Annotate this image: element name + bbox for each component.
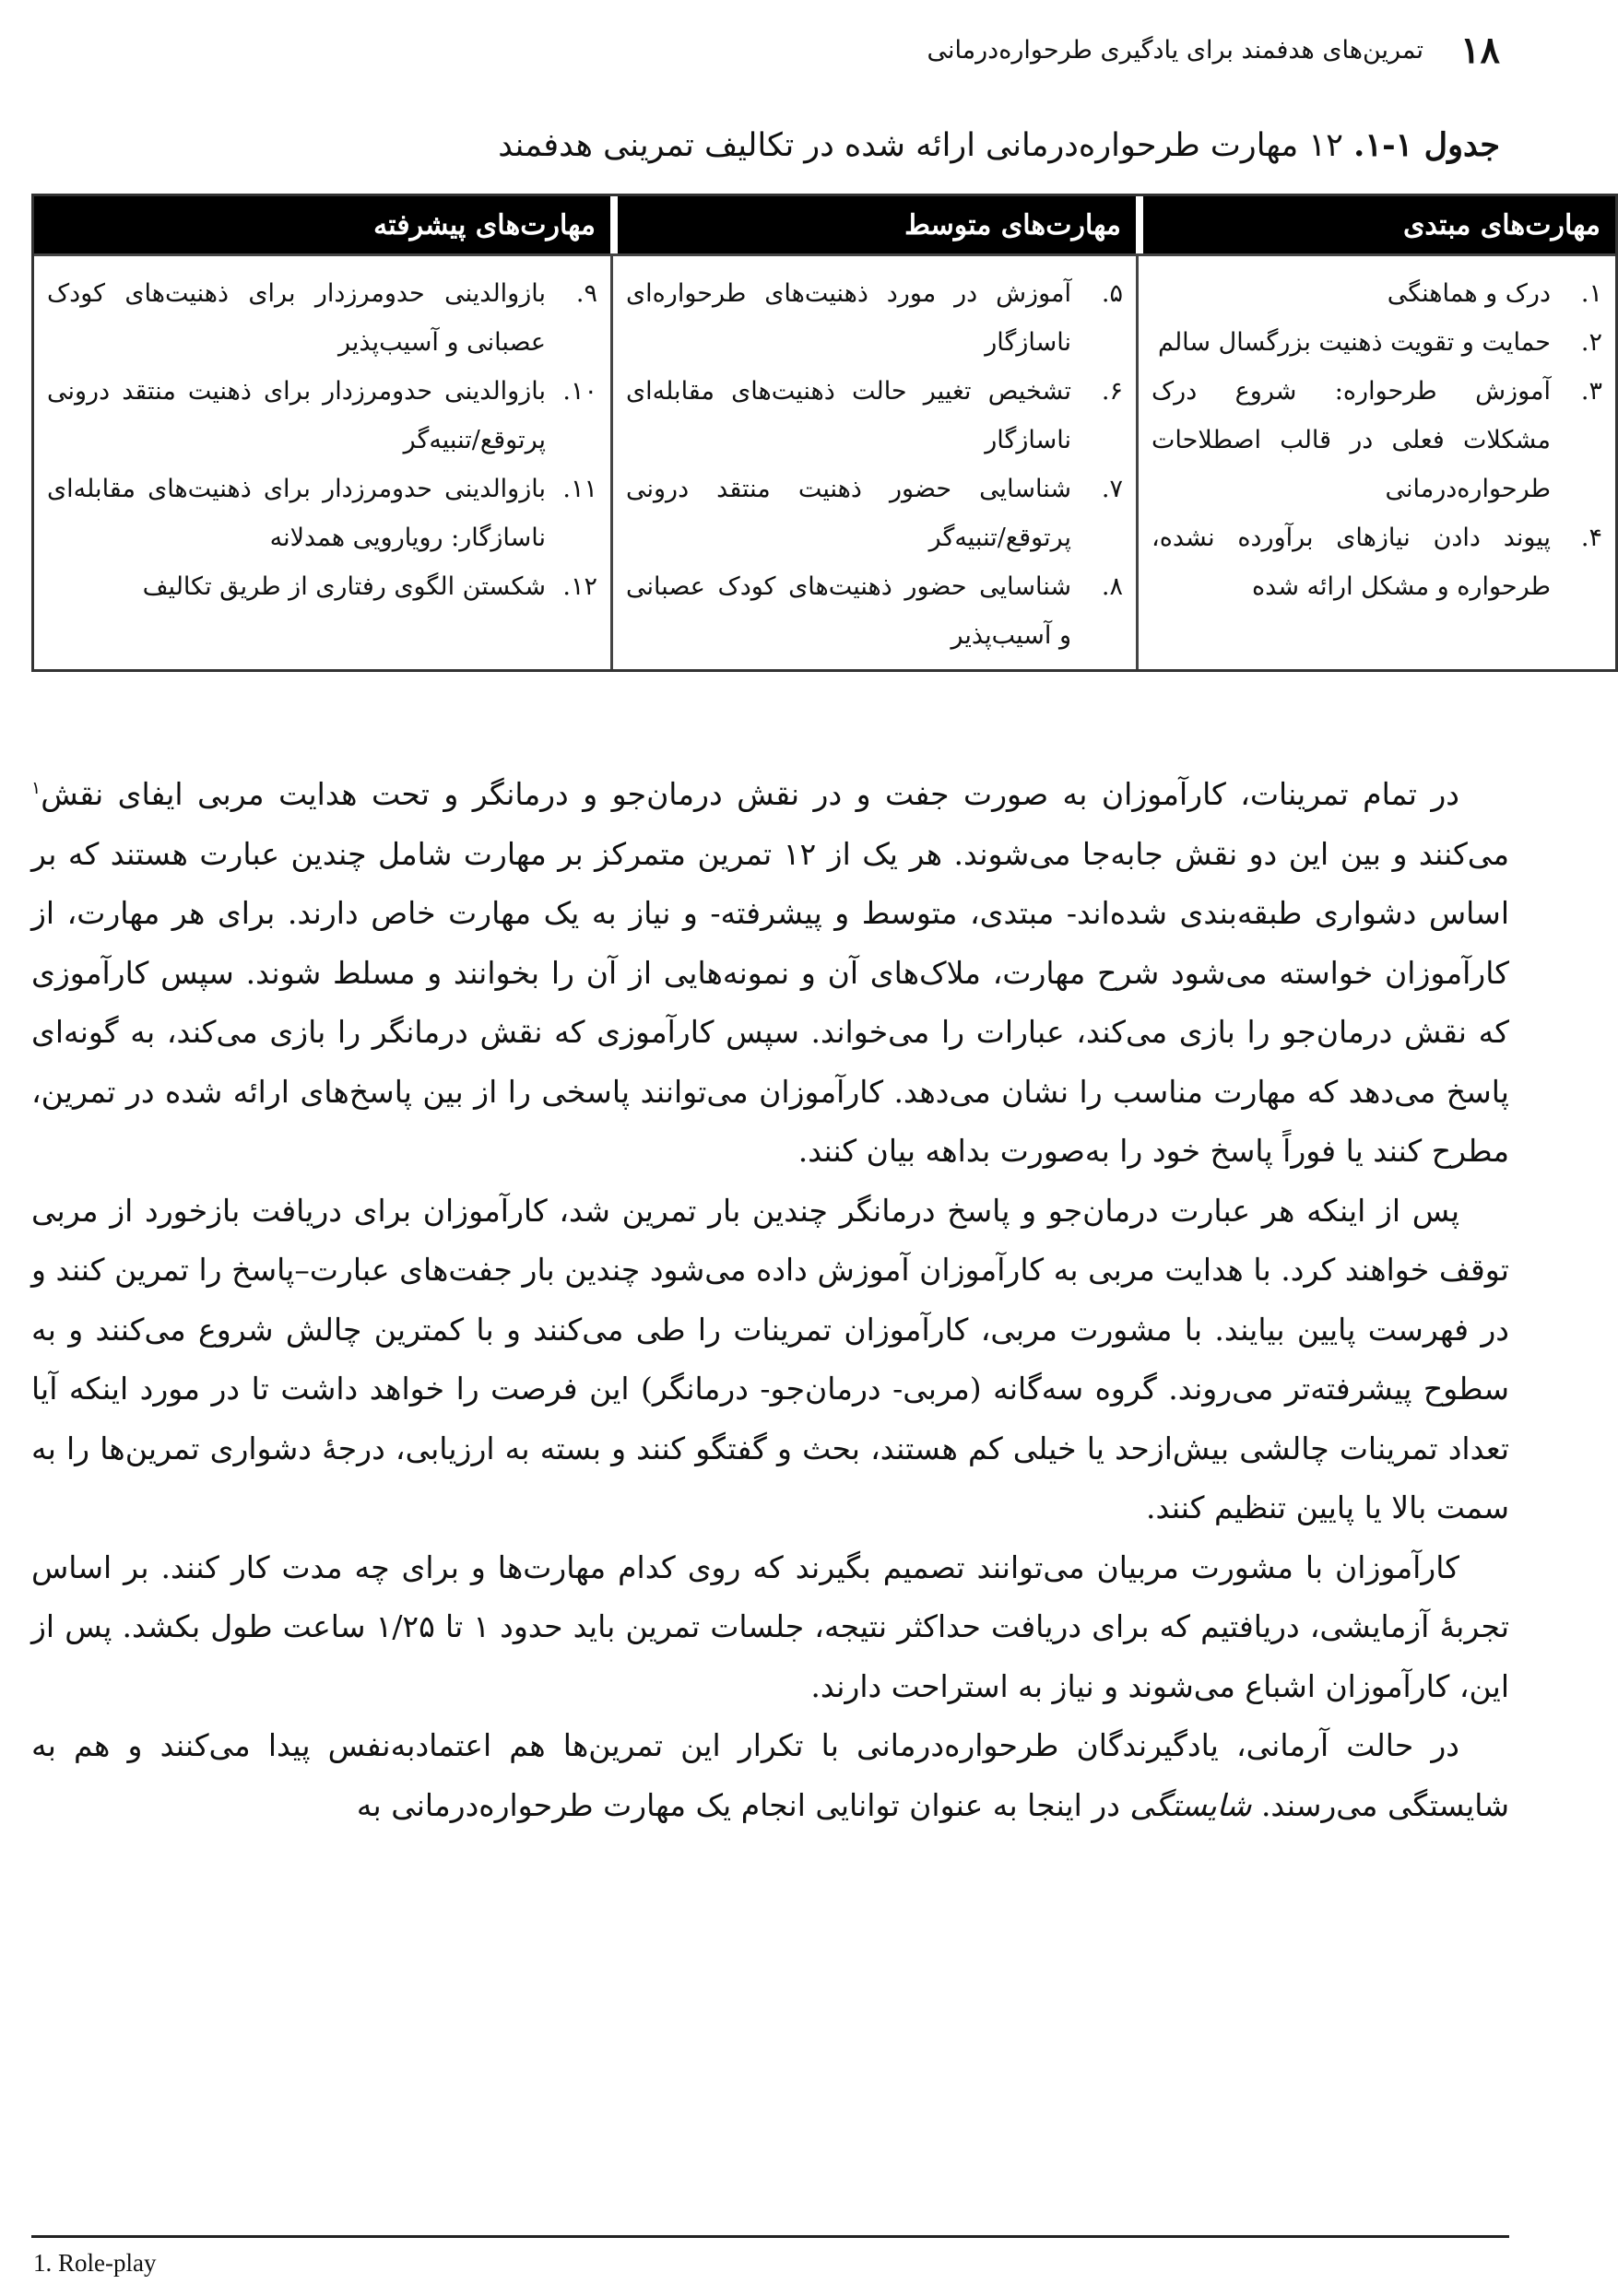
skill-text: بازوالدینی حدومرزدار برای ذهنیت‌های کودک عصبانی و آسیب‌پذیر: [47, 279, 546, 357]
skill-text: آموزش طرحواره: شروع درک مشکلات فعلی در قالب اصطلاحات طرحواره‌درمانی: [1151, 377, 1551, 503]
skill-number: ۱۰.: [562, 377, 597, 406]
skill-number: ۳.: [1580, 377, 1602, 406]
skill-number: ۸.: [1101, 572, 1123, 601]
footnote: 1. Role-play: [33, 2249, 157, 2277]
skill-text: شکستن الگوی رفتاری از طریق تکالیف: [142, 572, 546, 601]
skill-number: ۹.: [575, 279, 597, 308]
column-header-advanced: مهارت‌های پیشرفته: [34, 196, 610, 253]
paragraph-1-part-a: در تمام تمرینات، کارآموزان به صورت جفت و در نقش درمان‌جو و درمانگر و تحت هدایت مربی ایفای نقش: [41, 776, 1459, 812]
paragraph-4-part-a: در حالت آرمانی، یادگیرندگان طرحواره‌درمانی با تکرار این تمرین‌ها هم اعتمادبه‌نفس پیدا می‌کنند و هم به شایستگی می‌رسند.: [31, 1727, 1509, 1823]
skill-number: ۲.: [1580, 328, 1602, 357]
running-title: تمرین‌های هدفمند برای یادگیری طرحواره‌درمانی: [927, 35, 1424, 65]
skill-text: بازوالدینی حدومرزدار برای ذهنیت‌های مقابله‌ای ناسازگار: رویارویی همدلانه: [47, 475, 546, 552]
list-item: [47, 562, 597, 611]
column-header-beginner: مهارت‌های مبتدی: [1136, 196, 1615, 253]
list-item: [47, 465, 597, 562]
table-caption-text: ۱۲ مهارت طرحواره‌درمانی ارائه شده در تکالیف تمرینی هدفمند: [498, 127, 1343, 164]
paragraph-2: پس از اینکه هر عبارت درمان‌جو و پاسخ درمانگر چندین بار تمرین شد، کارآموزان برای دریافت بازخورد از مربی توقف خواهند کرد. با هدایت مربی به کارآموزان آموزش داده می‌شود چندین بار جفت‌های عبارت–پاسخ را تمرین کنند و در فهرست پایین بیایند. با مشورت مربی، کارآموزان تمرینات را طی می‌کنند و با کمترین چالش شروع می‌کنند و به سطوح پیشرفته‌تر می‌روند. گروه سه‌گانه (مربی- درمان‌جو- درمانگر) این فرصت را خواهد داشت تا در مورد اینکه آیا تعداد تمرینات چالشی بیش‌ازحد یا خیلی کم هستند، بحث و گفتگو کنند و بسته به ارزیابی، درجهٔ دشواری تمرین‌ها را به سمت بالا یا پایین تنظیم کنند.: [31, 1192, 1509, 1525]
skills-table: [31, 194, 1618, 672]
paragraph-1-part-b: می‌کنند و بین این دو نقش جابه‌جا می‌شوند. هر یک از ۱۲ تمرین متمرکز بر مهارت شامل چندین عبارت هستند که بر اساس دشواری طبقه‌بندی شده‌اند- مبتدی، متوسط و پیشرفته- و نیاز به یک مهارت خاص دارند. برای هر مهارت، از کارآموزان خواسته می‌شود شرح مهارت، ملاک‌های آن و نمونه‌هایی از آن را بخوانند و مسلط شوند. سپس کارآموزی که نقش درمان‌جو را بازی می‌کند، عبارات را می‌خواند. سپس کارآموزی که نقش درمانگر را بازی می‌کند، به گونه‌ای پاسخ می‌دهد که مهارت مناسب را نشان می‌دهد. کارآموزان می‌توانند پاسخی را از بین پاسخ‌های ارائه شده در تمرین، مطرح کنند یا فوراً پاسخ خود را به‌صورت بداهه بیان کنند.: [31, 835, 1509, 1169]
emphasized-term: شایستگی: [1129, 1786, 1252, 1823]
list-item: [626, 269, 1123, 367]
skill-number: ۱۲.: [562, 572, 597, 601]
list-item: [1151, 513, 1602, 611]
paragraph-4-part-b: در اینجا به عنوان توانایی انجام یک مهارت طرحواره‌درمانی به: [356, 1786, 1130, 1823]
skill-text: حمایت و تقویت ذهنیت بزرگسال سالم: [1157, 328, 1551, 357]
skill-number: ۱.: [1580, 279, 1602, 308]
list-item: [1151, 318, 1602, 367]
skill-text: شناسایی حضور ذهنیت‌های کودک عصبانی و آسیب‌پذیر: [626, 572, 1071, 650]
skill-text: پیوند دادن نیازهای برآورده نشده، طرحواره و مشکل ارائه شده: [1151, 524, 1551, 601]
beginner-skills-cell: [1136, 253, 1615, 669]
advanced-skills-cell: [34, 253, 610, 669]
list-item: [626, 367, 1123, 465]
list-item: [47, 269, 597, 367]
table-row: [34, 253, 1615, 669]
footnote-divider: [31, 2235, 1509, 2238]
list-item: [1151, 269, 1602, 318]
advanced-skills-list: [47, 269, 597, 611]
body-text: [31, 765, 1509, 1835]
list-item: [47, 367, 597, 465]
page-number: ۱۸: [1460, 28, 1500, 72]
footnote-reference[interactable]: ۱: [31, 778, 41, 798]
list-item: [626, 562, 1123, 660]
intermediate-skills-cell: [610, 253, 1136, 669]
skill-number: ۱۱.: [562, 475, 597, 503]
skill-number: ۵.: [1101, 279, 1123, 308]
paragraph-1: [31, 765, 1509, 1182]
skill-text: شناسایی حضور ذهنیت منتقد درونی پرتوقع/تنبیه‌گر: [626, 475, 1071, 552]
column-header-intermediate: مهارت‌های متوسط: [610, 196, 1136, 253]
list-item: [1151, 367, 1602, 513]
paragraph-3: کارآموزان با مشورت مربیان می‌توانند تصمیم بگیرند که روی کدام مهارت‌ها و برای چه مدت کار کنند. بر اساس تجربهٔ آزمایشی، دریافتیم که برای دریافت حداکثر نتیجه، جلسات تمرین باید حدود ۱ تا ۱/۲۵ ساعت طول بکشد. پس از این، کارآموزان اشباع می‌شوند و نیاز به استراحت دارند.: [31, 1548, 1510, 1704]
table-header-row: [34, 196, 1615, 253]
table-caption-label: جدول ۱-۱.: [1353, 126, 1500, 164]
skill-text: بازوالدینی حدومرزدار برای ذهنیت منتقد درونی پرتوقع/تنبیه‌گر: [47, 377, 546, 454]
skill-number: ۶.: [1101, 377, 1123, 406]
table-caption: [41, 122, 1500, 170]
beginner-skills-list: [1151, 269, 1602, 611]
running-header: [41, 22, 1500, 77]
intermediate-skills-list: [626, 269, 1123, 660]
skill-text: آموزش در مورد ذهنیت‌های طرحواره‌ای ناسازگار: [626, 279, 1071, 357]
paragraph-4: [31, 1716, 1509, 1835]
skill-text: درک و هماهنگی: [1387, 279, 1551, 308]
skill-text: تشخیص تغییر حالت ذهنیت‌های مقابله‌ای ناسازگار: [626, 377, 1071, 454]
skill-number: ۷.: [1101, 475, 1123, 503]
skill-number: ۴.: [1580, 524, 1602, 552]
list-item: [626, 465, 1123, 562]
